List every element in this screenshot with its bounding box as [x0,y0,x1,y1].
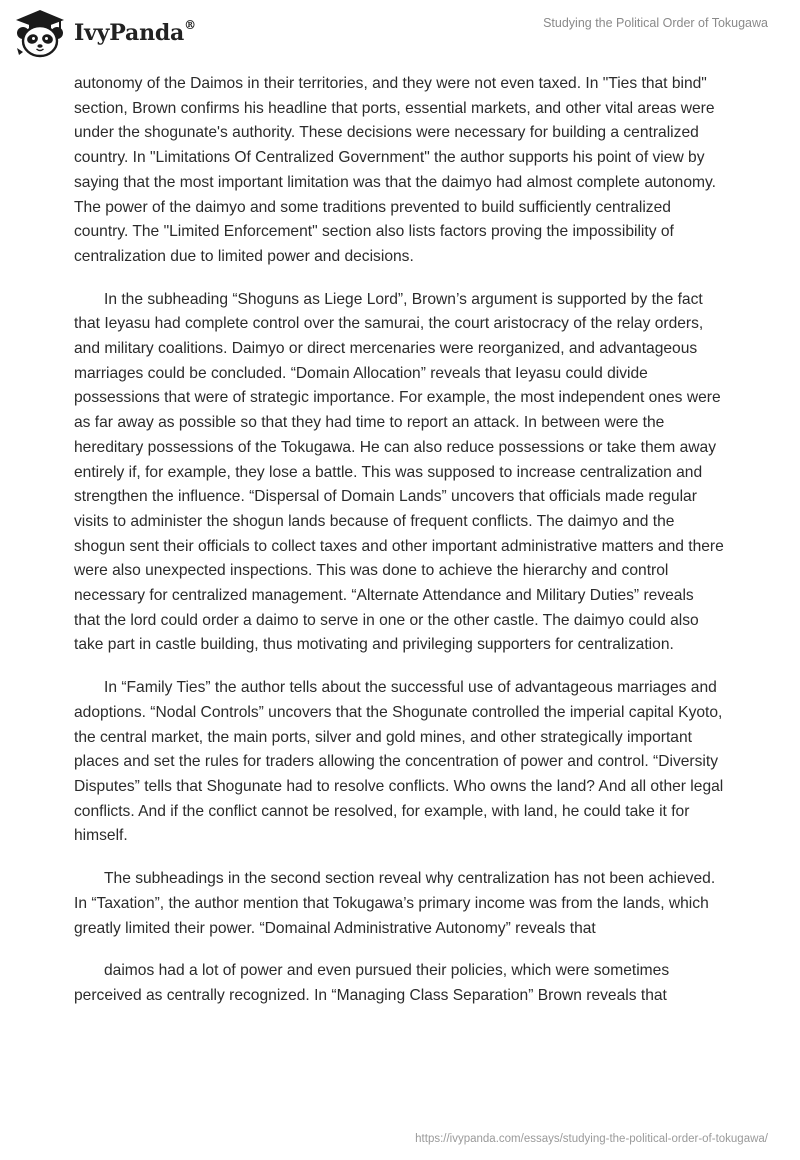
document-title: Studying the Political Order of Tokugawa [543,16,768,30]
paragraph: autonomy of the Daimos in their territories, and they were not even taxed. In "Ties that bind" section, Brown confirms his headline that ports, essential markets, and other vital areas were under the shogunate's authority. These decisions were necessary for building a centralized country. In "Limitations Of Centralized Government" the author supports his point of view by saying that the most important limitation was that the daimyo had almost complete autonomy. The power of the daimyo and some traditions prevented to build sufficiently centralized country. The "Limited Enforcement" section also lists factors proving the impossibility of centralization due to limited power and decisions. [74,75,716,265]
registered-mark: ® [184,17,196,32]
paragraph: The subheadings in the second section reveal why centralization has not been achieved. In “Taxation”, the author mention that Tokugawa’s primary income was from the lands, which greatly limited their power. “Domainal Administrative Autonomy” reveals that [74,870,716,937]
paragraph: In “Family Ties” the author tells about the successful use of advantageous marriages and adoptions. “Nodal Controls” uncovers that the Shogunate controlled the imperial capital Kyoto, the central market, the main ports, silver and gold mines, and other strategically important places and set the rules for traders allowing the concentration of power and control. “Diversity Disputes” tells that Shogunate had to resolve conflicts. Who owns the land? And all other legal conflicts. And if the conflict cannot be resolved, for example, with land, he could take it for himself. [74,679,724,845]
brand-name: IvyPanda® [74,17,196,46]
paragraph: In the subheading “Shoguns as Liege Lord”, Brown’s argument is supported by the fact that Ieyasu had complete control over the samurai, the court aristocracy of the relay orders, and military coalitions. Daimyo or direct mercenaries were reorganized, and advantageous marriages could be concluded. “Domain Allocation” reveals that Ieyasu could divide possessions that were of strategic importance. For example, the most independent ones were as far away as possible so that they had time to report an attack. In between were the hereditary possessions of the Tokugawa. He can also reduce possessions or take them away entirely if, for example, they lose a battle. This was supposed to increase centralization and strengthen the influence. “Dispersal of Domain Lands” uncovers that officials made regular visits to administer the shogun lands because of frequent conflicts. The daimyo and the shogun sent their officials to collect taxes and other important administrative matters and there were also unexpected inspections. This was done to achieve the hierarchy and control necessary for centralized management. “Alternate Attendance and Military Duties” reveals that the lord could order a daimo to serve in one or the other castle. The daimyo could also take part in castle building, thus motivating and privileging supporters for centralization. [74,290,724,654]
source-url[interactable]: https://ivypanda.com/essays/studying-the-political-order-of-tokugawa/ [415,1133,768,1145]
brand-logo[interactable] [14,6,196,60]
page-header [0,0,800,66]
essay-body [74,72,724,1027]
panda-graduate-icon [14,8,66,58]
paragraph: daimos had a lot of power and even pursued their policies, which were sometimes perceived as centrally recognized. In “Managing Class Separation” Brown reveals that [74,962,670,1004]
